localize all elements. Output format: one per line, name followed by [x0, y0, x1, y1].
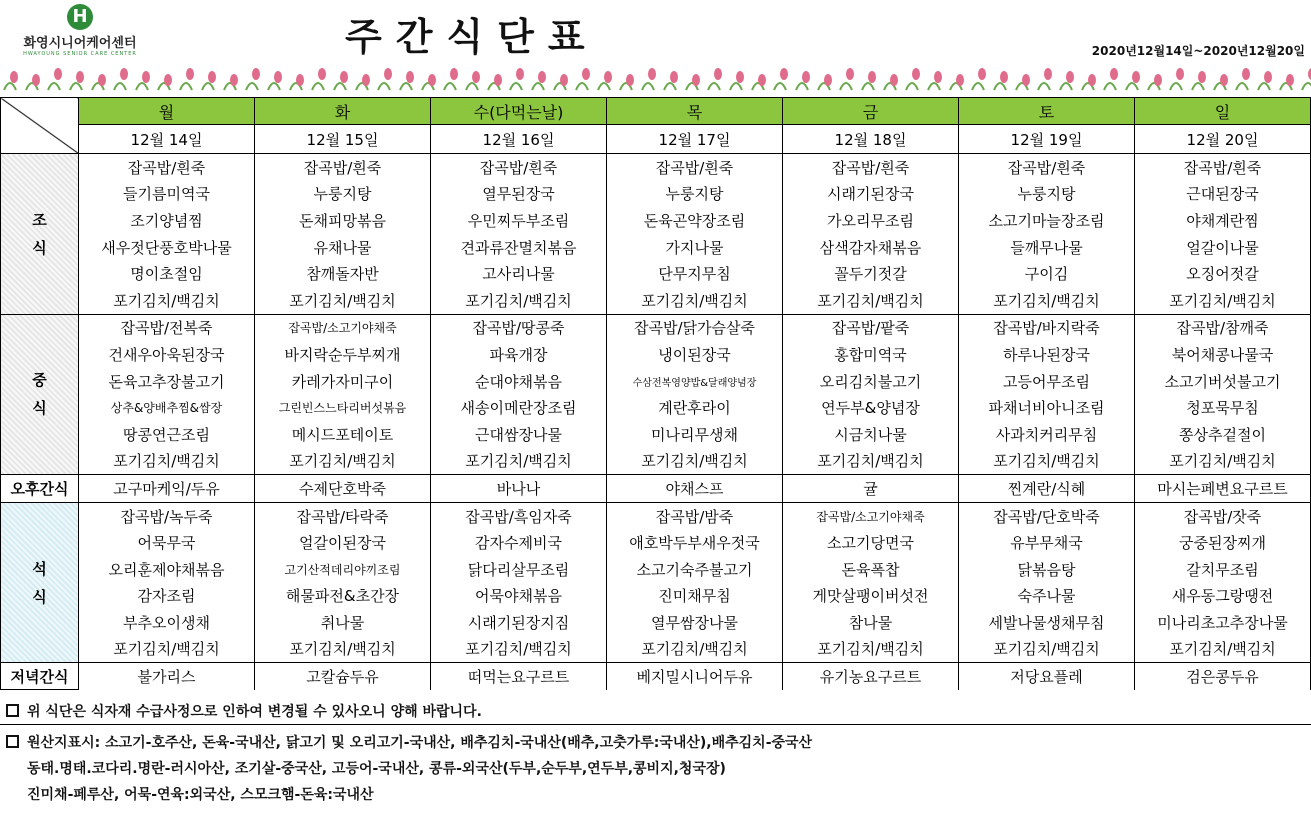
leaf-icon	[466, 83, 478, 90]
flower-icon	[626, 74, 634, 86]
dinner-item: 포기김치/백김치	[607, 636, 783, 663]
flower-icon	[142, 71, 150, 83]
dinner-item: 유부무채국	[959, 529, 1135, 556]
breakfast-item: 꼴두기젓갈	[783, 260, 959, 287]
dinner-item: 열무쌈장나물	[607, 609, 783, 636]
dinner-item: 돈육폭찹	[783, 556, 959, 583]
dinner-item: 고기산적데리야끼조림	[255, 556, 431, 583]
afternoon-snack-item: 야채스프	[607, 475, 783, 503]
leaf-icon	[70, 83, 82, 90]
lunch-row	[1, 394, 1311, 421]
flower-icon	[340, 71, 348, 83]
flower-icon	[428, 74, 436, 86]
breakfast-item: 돈육곤약장조림	[607, 207, 783, 234]
day-name: 금	[783, 98, 959, 125]
lunch-row	[1, 421, 1311, 448]
origin-line-2: 동태.명태.코다리.명란-러시아산, 조기살-중국산, 고등어-국내산, 콩류-외국산(두부,순두부,연두부,콩비지,청국장)	[27, 761, 726, 777]
breakfast-item: 포기김치/백김치	[959, 287, 1135, 314]
lunch-item: 시금치나물	[783, 421, 959, 448]
flower-icon	[362, 74, 370, 86]
breakfast-item: 열무된장국	[431, 181, 607, 208]
afternoon-snack-item: 찐계란/식혜	[959, 475, 1135, 503]
dinner-row	[1, 556, 1311, 583]
day-name: 화	[255, 98, 431, 125]
evening-snack-item: 유기농요구르트	[783, 663, 959, 690]
dinner-item: 잡곡밥/소고기야채죽	[783, 502, 959, 529]
leaf-icon	[1302, 83, 1311, 90]
leaf-icon	[114, 83, 126, 90]
dinner-item: 닭다리살무조림	[431, 556, 607, 583]
dinner-row	[1, 636, 1311, 663]
lunch-item: 파육개장	[431, 341, 607, 368]
lunch-item: 돈육고추장불고기	[79, 368, 255, 395]
flower-icon	[758, 74, 766, 86]
leaf-icon	[334, 83, 346, 90]
lunch-item: 잡곡밥/땅콩죽	[431, 314, 607, 341]
dinner-item: 닭볶음탕	[959, 556, 1135, 583]
flower-icon	[802, 71, 810, 83]
day-date: 12월 19일	[959, 125, 1135, 154]
dinner-item: 오리훈제야채볶음	[79, 556, 255, 583]
flower-icon	[780, 68, 788, 80]
breakfast-row	[1, 234, 1311, 261]
flower-icon	[274, 71, 282, 83]
dinner-item: 애호박두부새우젓국	[607, 529, 783, 556]
flower-icon	[120, 68, 128, 80]
leaf-icon	[202, 83, 214, 90]
flower-icon	[384, 68, 392, 80]
dinner-item: 잡곡밥/단호박죽	[959, 502, 1135, 529]
flower-icon	[1022, 74, 1030, 86]
breakfast-item: 고사리나물	[431, 260, 607, 287]
flower-icon	[1066, 71, 1074, 83]
flower-icon	[648, 68, 656, 80]
leaf-icon	[1038, 83, 1050, 90]
afternoon-snack-item: 수제단호박죽	[255, 475, 431, 503]
evening-snack-item: 고칼슘두유	[255, 663, 431, 690]
lunch-item: 쫑상추겉절이	[1135, 421, 1311, 448]
flower-garland-decoration	[0, 64, 1311, 96]
lunch-item: 잡곡밥/전복죽	[79, 314, 255, 341]
breakfast-item: 포기김치/백김치	[431, 287, 607, 314]
flower-icon	[1220, 74, 1228, 86]
lunch-item: 포기김치/백김치	[1135, 448, 1311, 475]
evening-snack-item: 검은콩두유	[1135, 663, 1311, 690]
dinner-row	[1, 529, 1311, 556]
flower-icon	[582, 68, 590, 80]
dinner-item: 세발나물생채무침	[959, 609, 1135, 636]
dinner-label: 석 식	[1, 502, 79, 663]
evening-snack-row	[1, 663, 1311, 690]
lunch-label: 중 식	[1, 314, 79, 475]
flower-icon	[736, 71, 744, 83]
lunch-item: 소고기버섯불고기	[1135, 368, 1311, 395]
page-title: 주간식단표	[345, 15, 599, 59]
leaf-icon	[136, 83, 148, 90]
flower-icon	[186, 68, 194, 80]
menu-period: 2020년12월14일~2020년12월20일	[1091, 44, 1305, 58]
breakfast-item: 포기김치/백김치	[1135, 287, 1311, 314]
breakfast-item: 구이김	[959, 260, 1135, 287]
flower-icon	[1154, 74, 1162, 86]
breakfast-item: 돈채피망볶음	[255, 207, 431, 234]
dinner-item: 포기김치/백김치	[255, 636, 431, 663]
origin-line-3: 진미채-페루산, 어묵-연육:외국산, 스모크햄-돈육:국내산	[27, 787, 374, 803]
breakfast-item: 명이초절임	[79, 260, 255, 287]
flower-icon	[164, 74, 172, 86]
breakfast-item: 잡곡밥/흰죽	[959, 154, 1135, 181]
lunch-item: 사과치커리무침	[959, 421, 1135, 448]
lunch-item: 그린빈스느타리버섯볶음	[255, 394, 431, 421]
leaf-icon	[576, 83, 588, 90]
leaf-icon	[774, 83, 786, 90]
leaf-icon	[598, 83, 610, 90]
dinner-item: 포기김치/백김치	[783, 636, 959, 663]
breakfast-row	[1, 154, 1311, 181]
evening-snack-item: 불가리스	[79, 663, 255, 690]
flower-icon	[450, 68, 458, 80]
dinner-item: 잡곡밥/잣죽	[1135, 502, 1311, 529]
breakfast-item: 근대된장국	[1135, 181, 1311, 208]
lunch-item: 땅콩연근조림	[79, 421, 255, 448]
leaf-icon	[994, 83, 1006, 90]
dinner-item: 어묵무국	[79, 529, 255, 556]
flower-icon	[296, 74, 304, 86]
dinner-item: 어묵야채볶음	[431, 583, 607, 610]
lunch-item: 수삼전복영양밥&달래양념장	[607, 368, 783, 395]
lunch-item: 냉이된장국	[607, 341, 783, 368]
lunch-item: 순대야채볶음	[431, 368, 607, 395]
afternoon-snack-item: 고구마케익/두유	[79, 475, 255, 503]
flower-icon	[32, 74, 40, 86]
breakfast-item: 시래기된장국	[783, 181, 959, 208]
leaf-icon	[642, 83, 654, 90]
dinner-item: 소고기숙주불고기	[607, 556, 783, 583]
lunch-item: 미나리무생채	[607, 421, 783, 448]
change-notice	[0, 700, 1311, 724]
breakfast-item: 야채계란찜	[1135, 207, 1311, 234]
lunch-item: 포기김치/백김치	[431, 448, 607, 475]
dinner-item: 잡곡밥/흑임자죽	[431, 502, 607, 529]
leaf-icon	[730, 83, 742, 90]
flower-icon	[76, 71, 84, 83]
flower-icon	[868, 71, 876, 83]
breakfast-item: 포기김치/백김치	[79, 287, 255, 314]
bullet-square-icon	[6, 735, 19, 748]
dinner-item: 감자수제비국	[431, 529, 607, 556]
lunch-item: 포기김치/백김치	[607, 448, 783, 475]
flower-icon	[1132, 71, 1140, 83]
flower-icon	[252, 68, 260, 80]
dinner-item: 궁중된장찌개	[1135, 529, 1311, 556]
leaf-icon	[906, 83, 918, 90]
breakfast-item: 잡곡밥/흰죽	[255, 154, 431, 181]
breakfast-item: 잡곡밥/흰죽	[607, 154, 783, 181]
flower-icon	[1000, 71, 1008, 83]
afternoon-snack-item: 귤	[783, 475, 959, 503]
evening-snack-item: 베지밀시니어두유	[607, 663, 783, 690]
breakfast-item: 잡곡밥/흰죽	[783, 154, 959, 181]
breakfast-item: 잡곡밥/흰죽	[79, 154, 255, 181]
dinner-item: 부추오이생채	[79, 609, 255, 636]
day-date: 12월 16일	[431, 125, 607, 154]
lunch-item: 바지락순두부찌개	[255, 341, 431, 368]
breakfast-item: 포기김치/백김치	[255, 287, 431, 314]
day-date: 12월 17일	[607, 125, 783, 154]
breakfast-row	[1, 287, 1311, 314]
breakfast-item: 포기김치/백김치	[607, 287, 783, 314]
flower-icon	[604, 71, 612, 83]
breakfast-item: 조기양념찜	[79, 207, 255, 234]
day-name: 일	[1135, 98, 1311, 125]
lunch-item: 새송이메란장조림	[431, 394, 607, 421]
lunch-row	[1, 314, 1311, 341]
flower-icon	[1264, 71, 1272, 83]
dinner-item: 포기김치/백김치	[431, 636, 607, 663]
dinner-item: 시래기된장지짐	[431, 609, 607, 636]
day-date: 12월 14일	[79, 125, 255, 154]
breakfast-label: 조 식	[1, 154, 79, 315]
dinner-item: 미나리초고추장나물	[1135, 609, 1311, 636]
weekly-menu-table	[0, 97, 1311, 690]
flower-icon	[824, 74, 832, 86]
breakfast-item: 잡곡밥/흰죽	[431, 154, 607, 181]
dinner-item: 포기김치/백김치	[1135, 636, 1311, 663]
origin-notice	[0, 731, 1311, 755]
breakfast-item: 가오리무조림	[783, 207, 959, 234]
lunch-item: 고등어무조림	[959, 368, 1135, 395]
dinner-item: 잡곡밥/녹두죽	[79, 502, 255, 529]
corner-cell	[1, 98, 79, 154]
breakfast-item: 오징어젓갈	[1135, 260, 1311, 287]
dinner-item: 참나물	[783, 609, 959, 636]
day-date: 12월 15일	[255, 125, 431, 154]
lunch-item: 포기김치/백김치	[255, 448, 431, 475]
breakfast-item: 가지나물	[607, 234, 783, 261]
leaf-icon	[378, 83, 390, 90]
dinner-item: 얼갈이된장국	[255, 529, 431, 556]
breakfast-item: 견과류잔멸치볶음	[431, 234, 607, 261]
dinner-row	[1, 583, 1311, 610]
dinner-item: 소고기당면국	[783, 529, 959, 556]
day-name: 월	[79, 98, 255, 125]
dinner-item: 숙주나물	[959, 583, 1135, 610]
flower-icon	[1110, 68, 1118, 80]
flower-icon	[1176, 68, 1184, 80]
leaf-icon	[796, 83, 808, 90]
lunch-item: 카레가자미구이	[255, 368, 431, 395]
origin-line-1: 원산지표시: 소고기-호주산, 돈육-국내산, 닭고기 및 오리고기-국내산, 배추김치-국내산(배추,고춧가루:국내산),배추김치-중국산	[27, 735, 813, 751]
org-logo	[10, 4, 150, 64]
dinner-item: 포기김치/백김치	[959, 636, 1135, 663]
evening-snack-item: 저당요플레	[959, 663, 1135, 690]
lunch-item: 잡곡밥/참깨죽	[1135, 314, 1311, 341]
afternoon-snack-item: 마시는페변요구르트	[1135, 475, 1311, 503]
day-name: 목	[607, 98, 783, 125]
flower-icon	[692, 74, 700, 86]
flower-icon	[10, 71, 18, 83]
breakfast-item: 얼갈이나물	[1135, 234, 1311, 261]
lunch-item: 건새우아욱된장국	[79, 341, 255, 368]
leaf-icon	[664, 83, 676, 90]
afternoon-snack-row	[1, 475, 1311, 503]
flower-icon	[1242, 68, 1250, 80]
breakfast-row	[1, 260, 1311, 287]
leaf-icon	[48, 83, 60, 90]
breakfast-item: 소고기마늘장조림	[959, 207, 1135, 234]
breakfast-item: 들깨무나물	[959, 234, 1135, 261]
flower-icon	[978, 68, 986, 80]
lunch-item: 연두부&양념장	[783, 394, 959, 421]
afternoon-snack-label: 오후간식	[1, 475, 79, 503]
leaf-icon	[840, 83, 852, 90]
dinner-item: 진미채무침	[607, 583, 783, 610]
dinner-item: 새우동그랑땡전	[1135, 583, 1311, 610]
flower-icon	[1088, 74, 1096, 86]
breakfast-item: 누룽지탕	[959, 181, 1135, 208]
flower-icon	[1198, 71, 1206, 83]
flower-icon	[1286, 74, 1294, 86]
flower-icon	[538, 71, 546, 83]
notes-section	[0, 700, 1311, 808]
dinner-row	[1, 609, 1311, 636]
flower-icon	[98, 74, 106, 86]
org-name: 화영시니어케어센터	[23, 36, 137, 51]
dinner-item: 잡곡밥/밤죽	[607, 502, 783, 529]
flower-icon	[714, 68, 722, 80]
flower-icon	[560, 74, 568, 86]
lunch-item: 잡곡밥/바지락죽	[959, 314, 1135, 341]
flower-icon	[1044, 68, 1052, 80]
leaf-icon	[532, 83, 544, 90]
flower-icon	[318, 68, 326, 80]
flower-icon	[494, 74, 502, 86]
day-name: 수(다먹는날)	[431, 98, 607, 125]
leaf-icon	[400, 83, 412, 90]
lunch-item: 청포묵무침	[1135, 394, 1311, 421]
flower-icon	[670, 71, 678, 83]
lunch-item: 포기김치/백김치	[783, 448, 959, 475]
flower-icon	[934, 71, 942, 83]
day-name: 토	[959, 98, 1135, 125]
lunch-item: 홍합미역국	[783, 341, 959, 368]
flower-icon	[516, 68, 524, 80]
lunch-row	[1, 341, 1311, 368]
leaf-icon	[1258, 83, 1270, 90]
change-notice-text: 위 식단은 식자재 수급사정으로 인하여 변경될 수 있사오니 양해 바랍니다.	[27, 704, 482, 720]
lunch-item: 잡곡밥/팥죽	[783, 314, 959, 341]
breakfast-item: 포기김치/백김치	[783, 287, 959, 314]
leaf-icon	[510, 83, 522, 90]
leaf-icon	[1104, 83, 1116, 90]
flower-icon	[846, 68, 854, 80]
dinner-item: 갈치무조림	[1135, 556, 1311, 583]
dinner-row	[1, 502, 1311, 529]
dinner-item: 감자조림	[79, 583, 255, 610]
flower-icon	[208, 71, 216, 83]
leaf-icon	[312, 83, 324, 90]
lunch-item: 하루나된장국	[959, 341, 1135, 368]
flower-icon	[890, 74, 898, 86]
lunch-item: 근대쌈장나물	[431, 421, 607, 448]
bullet-square-icon	[6, 704, 19, 717]
dinner-item: 게맛살팽이버섯전	[783, 583, 959, 610]
lunch-item: 포기김치/백김치	[959, 448, 1135, 475]
breakfast-row	[1, 207, 1311, 234]
lunch-item: 계란후라이	[607, 394, 783, 421]
dinner-item: 포기김치/백김치	[79, 636, 255, 663]
leaf-icon	[972, 83, 984, 90]
logo-icon: H	[67, 4, 93, 30]
dinner-item: 해물파전&초간장	[255, 583, 431, 610]
lunch-item: 북어채콩나물국	[1135, 341, 1311, 368]
breakfast-item: 누룽지탕	[607, 181, 783, 208]
breakfast-item: 참깨돌자반	[255, 260, 431, 287]
breakfast-item: 잡곡밥/흰죽	[1135, 154, 1311, 181]
breakfast-item: 누룽지탕	[255, 181, 431, 208]
lunch-item: 잡곡밥/닭가슴살죽	[607, 314, 783, 341]
org-subtitle: HWAYOUNG SENIOR CARE CENTER	[23, 51, 137, 57]
leaf-icon	[1060, 83, 1072, 90]
leaf-icon	[444, 83, 456, 90]
breakfast-item: 새우젓단풍호박나물	[79, 234, 255, 261]
lunch-row	[1, 368, 1311, 395]
flower-icon	[54, 68, 62, 80]
flower-icon	[472, 71, 480, 83]
breakfast-row	[1, 181, 1311, 208]
lunch-item: 포기김치/백김치	[79, 448, 255, 475]
leaf-icon	[4, 83, 16, 90]
leaf-icon	[928, 83, 940, 90]
lunch-item: 잡곡밥/소고기야채죽	[255, 314, 431, 341]
leaf-icon	[1192, 83, 1204, 90]
leaf-icon	[1236, 83, 1248, 90]
breakfast-item: 들기름미역국	[79, 181, 255, 208]
dinner-item: 취나물	[255, 609, 431, 636]
leaf-icon	[1170, 83, 1182, 90]
breakfast-item: 삼색감자채볶음	[783, 234, 959, 261]
lunch-item: 메시드포테이토	[255, 421, 431, 448]
leaf-icon	[180, 83, 192, 90]
day-date: 12월 20일	[1135, 125, 1311, 154]
flower-icon	[406, 71, 414, 83]
leaf-icon	[862, 83, 874, 90]
day-date: 12월 18일	[783, 125, 959, 154]
date-row	[1, 125, 1311, 154]
day-header-row	[1, 98, 1311, 125]
lunch-item: 파채너비아니조림	[959, 394, 1135, 421]
breakfast-item: 유채나물	[255, 234, 431, 261]
breakfast-item: 단무지무침	[607, 260, 783, 287]
flower-icon	[912, 68, 920, 80]
lunch-item: 상추&양배추찜&쌈장	[79, 394, 255, 421]
dinner-item: 잡곡밥/타락죽	[255, 502, 431, 529]
lunch-row	[1, 448, 1311, 475]
leaf-icon	[1126, 83, 1138, 90]
flower-icon	[230, 74, 238, 86]
breakfast-item: 우민찌두부조림	[431, 207, 607, 234]
evening-snack-label: 저녁간식	[1, 663, 79, 690]
flower-icon	[956, 74, 964, 86]
afternoon-snack-item: 바나나	[431, 475, 607, 503]
lunch-item: 오리김치불고기	[783, 368, 959, 395]
leaf-icon	[246, 83, 258, 90]
leaf-icon	[708, 83, 720, 90]
evening-snack-item: 떠먹는요구르트	[431, 663, 607, 690]
leaf-icon	[268, 83, 280, 90]
